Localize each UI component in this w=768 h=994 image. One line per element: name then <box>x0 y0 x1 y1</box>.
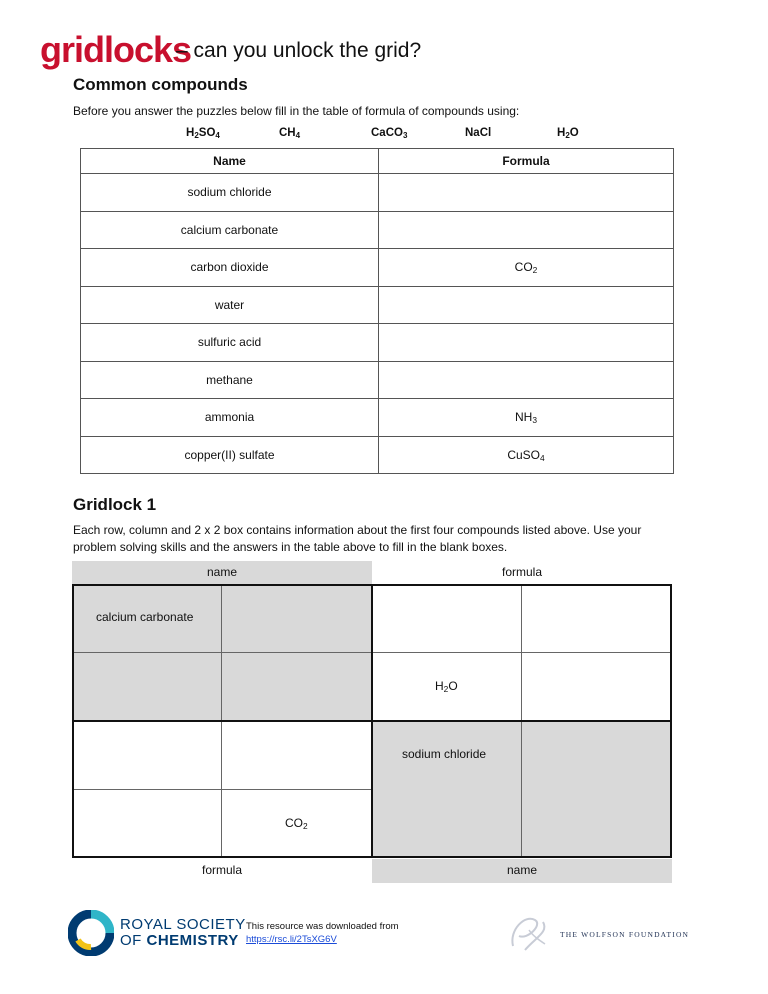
formula-cell[interactable] <box>379 211 674 249</box>
table-row <box>81 286 674 324</box>
wolfson-foundation-text: THE WOLFSON FOUNDATION <box>560 930 690 939</box>
grid-cell-text: $H_2O$ <box>435 678 458 694</box>
grid-label-top-name: name <box>72 561 372 585</box>
download-notice: This resource was downloaded from <box>246 921 399 932</box>
column-header-name: Name <box>81 149 379 174</box>
table-row <box>81 211 674 249</box>
gridlocks-logo: gridlocks <box>40 29 192 70</box>
formula-cell: CuSO$_4$ <box>379 436 674 474</box>
compound-name: copper(II) sulfate <box>81 436 379 474</box>
wolfson-monogram-icon <box>505 910 551 954</box>
grid-cell-text: calcium carbonate <box>96 610 194 624</box>
formula-cell: $NH_3$ <box>379 399 674 437</box>
section-title-common-compounds: Common compounds <box>73 75 248 94</box>
formula-option-nacl: NaCl <box>465 127 492 139</box>
formula-option-ch4: $CH_4$ <box>279 127 301 140</box>
compound-name: sodium chloride <box>81 174 379 212</box>
grid-box-divider-horizontal <box>72 720 672 722</box>
formula-option-h2o: $H_2O$ <box>557 127 579 140</box>
formula-cell[interactable] <box>379 361 674 399</box>
rsc-logo-line2: OF CHEMISTRY <box>120 932 239 949</box>
grid-cell-text: sodium chloride <box>402 747 487 761</box>
compound-name: ammonia <box>81 399 379 437</box>
formula-option-h2so4: $H_2SO_4$ <box>186 127 220 140</box>
compound-name: water <box>81 286 379 324</box>
grid-label-top-formula: formula <box>501 565 542 579</box>
table-row <box>81 399 674 437</box>
section-title-gridlock-1: Gridlock 1 <box>73 495 157 514</box>
compounds-table <box>80 148 674 474</box>
formula-cell[interactable] <box>379 174 674 212</box>
instructions-text: Before you answer the puzzles below fill in the table of formula of compounds using: <box>73 104 520 118</box>
gridlock-instructions-line1: Each row, column and 2 x 2 box contains information about the first four compounds listed above. Use your <box>73 523 642 537</box>
grid-label-bottom-formula: formula <box>201 863 242 877</box>
table-row <box>81 436 674 474</box>
gridlock-grid <box>72 584 672 858</box>
table-header-row <box>81 149 674 174</box>
compound-name: methane <box>81 361 379 399</box>
formula-cell[interactable] <box>379 286 674 324</box>
compound-name: carbon dioxide <box>81 249 379 287</box>
table-row <box>81 324 674 362</box>
formula-cell: $CO_2$ <box>379 249 674 287</box>
rsc-logo-icon <box>68 910 114 956</box>
table-row <box>81 249 674 287</box>
table-row <box>81 361 674 399</box>
formula-option-caco3: CaCO$_3$ <box>371 127 408 140</box>
compound-name: sulfuric acid <box>81 324 379 362</box>
formula-cell[interactable] <box>379 324 674 362</box>
rsc-logo-line1: ROYAL SOCIETY <box>120 916 246 933</box>
compound-name: calcium carbonate <box>81 211 379 249</box>
resource-link[interactable]: https://rsc.li/2TsXG6V <box>246 934 337 945</box>
tagline: – can you unlock the grid? <box>176 39 422 62</box>
table-row <box>81 174 674 212</box>
column-header-formula: Formula <box>379 149 674 174</box>
grid-label-bottom-name: name <box>372 859 672 883</box>
grid-cell-text: $CO_2$ <box>285 815 308 831</box>
gridlock-instructions-line2: problem solving skills and the answers in the table above to fill in the blank boxes. <box>73 540 508 554</box>
